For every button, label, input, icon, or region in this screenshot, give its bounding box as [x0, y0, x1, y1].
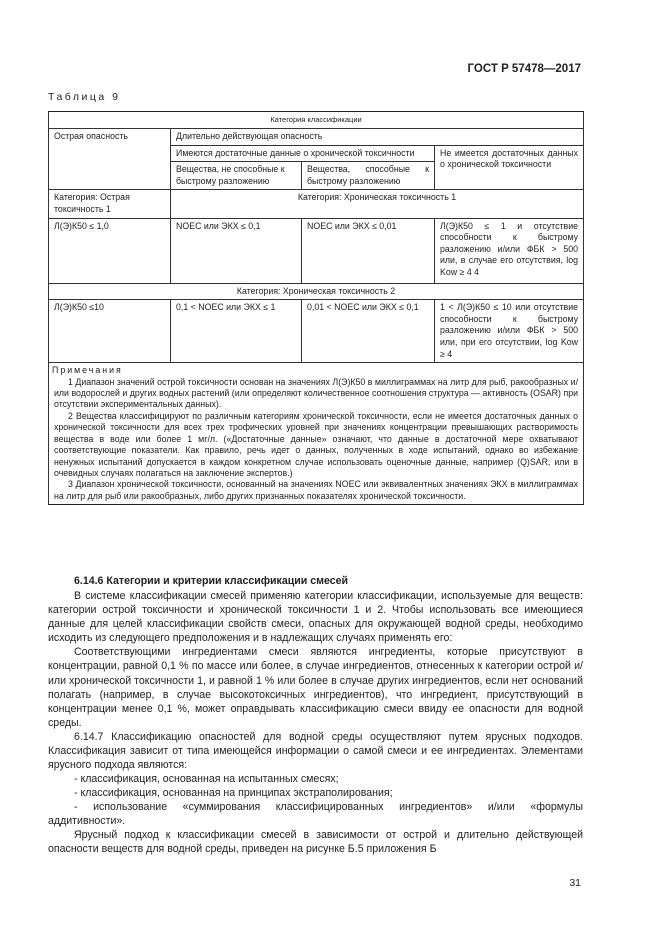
paragraph: 6.14.7 Классификацию опасностей для водной среды осуществляют путем ярусных подходов. Классификация зависит от типа имеющейся информации о самой смеси и ее ингредиентах. Элементами ярусного подхода являются: [48, 730, 583, 772]
table-notes [49, 363, 584, 505]
table-cell: Л(Э)К50 ≤ 1,0 [49, 218, 171, 283]
table-cell: Л(Э)К50 ≤10 [49, 300, 171, 363]
table-row [49, 363, 584, 505]
section-heading: 6.14.6 Категории и критерии классификации смесей [74, 575, 348, 587]
list-item: - использование «суммирования классифицированных ингредиентов» и/или «формулы аддитивности». [48, 801, 583, 828]
table-cell: Категория: Хроническая токсичность 2 [49, 283, 584, 300]
table-cell: Острая опасность [49, 128, 171, 189]
standard-header: ГОСТ Р 57478—2017 [467, 63, 581, 75]
table-cell: 0,1 < NOEC или ЭКX ≤ 1 [171, 300, 302, 363]
notes-title: Примечания [52, 365, 123, 376]
table-row [49, 190, 584, 218]
list-item: - классификация, основанная на принципах экстраполирования; [74, 787, 393, 800]
table-cell: Категория: Острая токсичность 1 [49, 190, 171, 218]
table-row [49, 218, 584, 283]
note-1: 1 Диапазон значений острой токсичности основан на значениях Л(Э)К50 в миллиграммах на литр для рыб, ракообразных и/или водорослей и других водных растений (или определяют количественное соотношения структура — активность (OSAR) при отсутствии экспериментальных данных). [54, 376, 579, 410]
paragraph: Ярусный подход к классификации смесей в зависимости от острой и длительно действующей опасности веществ для водной среды, приведен на рисунке Б.5 приложения Б [48, 829, 583, 856]
section-body [48, 574, 583, 857]
paragraph: В системе классификации смесей применяю категории классификации, используемые для веществ: категории острой токсичности и хронической токсичности 1 и 2. Чтобы использовать все имеющиеся данные для целей классификации свойств смеси, опасных для окружающей водной среды, необходимо исходить из следующего предположения и в надлежащих случаях применять его: [48, 590, 583, 645]
table-cell: Имеются достаточные данные о хронической токсичности [171, 145, 435, 162]
table-cell: NOEC или ЭКX ≤ 0,01 [302, 218, 435, 283]
note-2: 2 Вещества классифицируют по различным категориям хронической токсичности, если не имеется достаточных данных о хронической токсичности для всех трех трофических уровней при значениях концентрации превышающих растворимость вещества в воде или более 1 мг/л. («Достаточные данные» означают, что данные в достаточной мере охватывают соответствующие показатели. Как правило, речь идет о данных, полученных в ходе испытаний, однако во избежание ненужных испытаний допускается в каждом конкретном случае использовать оценочные данные, например (Q)SAR, или в очевидных случаях полагаться на заключение экспертов.) [54, 410, 579, 478]
table-cell: 1 < Л(Э)К50 ≤ 10 или отсутствие способности к быстрому разложению и/или ФБК > 500 или, при его отсутствии, log Kow ≥ 4 [435, 300, 584, 363]
table-row [49, 112, 584, 129]
table-caption: Таблица 9 [48, 91, 121, 103]
classification-table [48, 111, 584, 505]
list-item: - классификация, основанная на испытанных смесях; [74, 773, 339, 786]
table-cell: Л(Э)К50 ≤ 1 и отсутствие способности к быстрому разложению и/или ФБК > 500 или, в случае его отсутствия, log Kow ≥ 4 4 [435, 218, 584, 283]
table-cell: Вещества, не способные к быстрому разложению [171, 162, 302, 190]
table-row [49, 300, 584, 363]
table-header-cell: Категория классификации [49, 112, 584, 129]
table-cell: Вещества, способные к быстрому разложению [302, 162, 435, 190]
table-cell: Категория: Хроническая токсичность 1 [171, 190, 584, 218]
table-row [49, 283, 584, 300]
table-cell: Не имеется достаточных данных о хронической токсичности [435, 145, 584, 190]
table-cell: NOEC или ЭКX ≤ 0,1 [171, 218, 302, 283]
table-cell: 0,01 < NOEC или ЭКX ≤ 0,1 [302, 300, 435, 363]
page-number: 31 [569, 877, 581, 889]
table-cell: Длительно действующая опасность [171, 128, 584, 145]
table-row [49, 128, 584, 145]
note-3: 3 Диапазон хронической токсичности, основанный на значениях NOEC или эквивалентных значениях ЭКX в миллиграммах на литр для рыб или ракообразных, либо других признанных показателях хронической токсичности. [54, 479, 579, 501]
paragraph: Соответствующими ингредиентами смеси являются ингредиенты, которые присутствуют в концентрации, равной 0,1 % по массе или более, в случае ингредиентов, отнесенных к категории острой и/или хронической токсичности 1, и равной 1 % или более в случае других ингредиентов, если нет оснований полагать (например, в случае высокотоксичных ингредиентов), что ингредиент, присутствующий в концентрации менее 0,1 %, может оправдывать классификацию смеси ввиду ее опасности для водной среды. [48, 646, 583, 729]
